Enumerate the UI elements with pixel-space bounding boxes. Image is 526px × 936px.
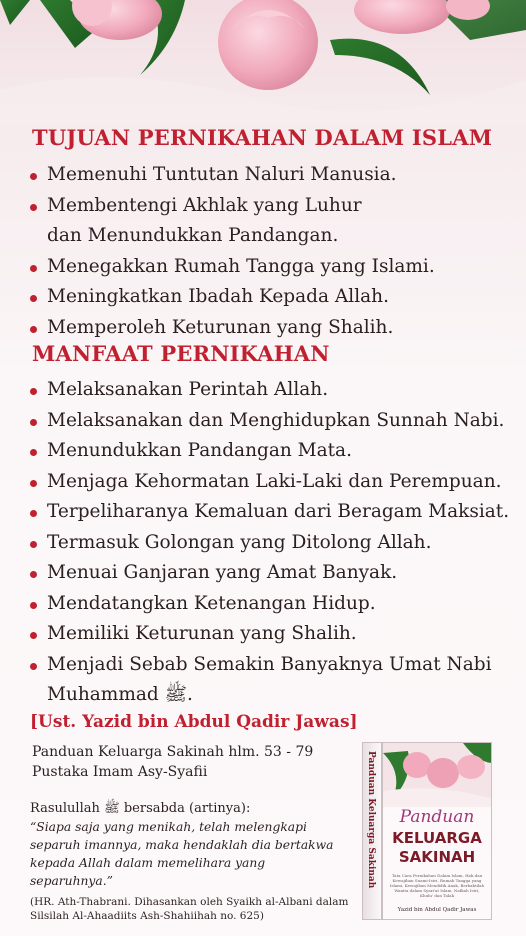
list-item: Termasuk Golongan yang Ditolong Allah. [28,528,509,559]
book-reference: Panduan Keluarga Sakinah hlm. 53 - 79 Pustaka Imam Asy-Syafii [32,744,314,780]
list-item: Menjadi Sebab Semakin Banyaknya Umat Nabi Muhammad ﷺ. [28,650,509,711]
list-item: Meningkatkan Ibadah Kepada Allah. [28,282,435,313]
list-item: Terpeliharanya Kemaluan dari Beragam Maksiat. [28,497,509,528]
manfaat-list [28,375,509,711]
book-author: Yazid bin Abdul Qadir Jawas [397,907,477,913]
list-item: Menundukkan Pandangan Mata. [28,436,509,467]
list-item: Memenuhi Tuntutan Naluri Manusia. [28,160,435,191]
section-title-tujuan: TUJUAN PERNIKAHAN DALAM ISLAM [32,125,493,150]
hadith-citation: (HR. Ath-Thabrani. Dihasankan oleh Syaikh al-Albani dalam Silsilah Al-Ahaadiits Ash-Shahiihah no. 625) [30,896,349,922]
hadith-quote: “Siapa saja yang menikah, telah melengkapi separuh imannya, maka hendaklah dia bertakwa kepada Allah dalam memelihara yang separuhnya.” [30,820,334,888]
section-title-manfaat: MANFAAT PERNIKAHAN [32,341,330,366]
book-spine: Panduan Keluarga Sakinah [362,742,382,920]
hadith-block [30,800,350,923]
list-item: Mendatangkan Ketenangan Hidup. [28,589,509,620]
list-item: Memperoleh Keturunan yang Shalih. [28,313,435,344]
list-item: Menuai Ganjaran yang Amat Banyak. [28,558,509,589]
book-title-script: Panduan [399,807,475,827]
book-tulip-icon [383,743,492,807]
tujuan-list [28,160,435,343]
book-title-main: KELUARGA SAKINAH [392,829,482,866]
hadith-intro: Rasulullah ﷺ bersabda (artinya): [30,801,251,816]
list-item: Memiliki Keturunan yang Shalih. [28,619,509,650]
book-cover-image [362,742,492,920]
list-item: Melaksanakan Perintah Allah. [28,375,509,406]
source-credit: [Ust. Yazid bin Abdul Qadir Jawas] [30,712,358,732]
list-item: Menjaga Kehormatan Laki-Laki dan Perempuan. [28,467,509,498]
book-subtitle: Tata Cara Pernikahan Dalam Islam, Hak dan Kewajiban Suami-Istri, Rumah Tangga yang Islami, Kewajiban Mendidik Anak, Berbaktilah Wanita dalam Syari'at Islam, Nafkah Istri, Khulu' dan Talak [389,873,485,898]
list-item: Menegakkan Rumah Tangga yang Islami. [28,252,435,283]
list-item: Membentengi Akhlak yang Luhur dan Menundukkan Pandangan. [28,191,435,252]
list-item: Melaksanakan dan Menghidupkan Sunnah Nabi. [28,406,509,437]
book-front [382,742,492,920]
tulip-flowers-image [0,0,526,125]
